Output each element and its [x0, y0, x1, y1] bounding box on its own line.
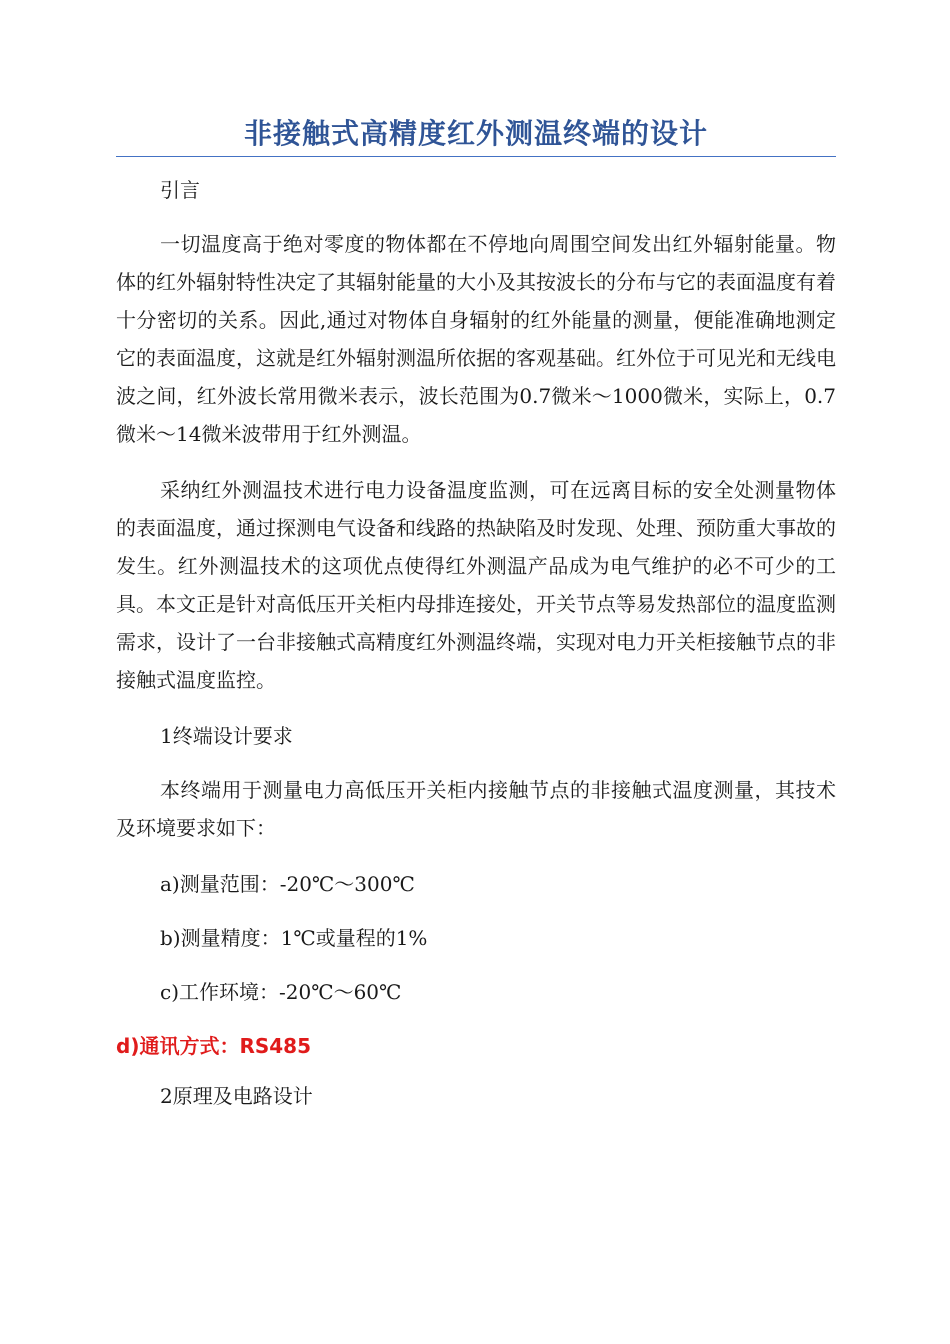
- intro-heading: 引言: [160, 178, 200, 202]
- section-2-heading: 2原理及电路设计: [160, 1084, 313, 1108]
- section-1-paragraph: 本终端用于测量电力高低压开关柜内接触节点的非接触式温度测量，其技术及环境要求如下：: [116, 778, 836, 840]
- requirement-item-c: c)工作环境：-20℃～60℃: [160, 980, 402, 1004]
- title-underline: [116, 156, 836, 157]
- document-page: [116, 112, 836, 1131]
- paragraph-intro-2: 采纳红外测温技术进行电力设备温度监测，可在远离目标的安全处测量物体的表面温度，通过探测电气设备和线路的热缺陷及时发现、处理、预防重大事故的发生。红外测温技术的这项优点使得红外测温产品成为电气维护的必不可少的工具。本文正是针对高低压开关柜内母排连接处，开关节点等易发热部位的温度监测需求，设计了一台非接触式高精度红外测温终端，实现对电力开关柜接触节点的非接触式温度监控。: [116, 478, 836, 692]
- requirement-item-a: a)测量范围：-20℃～300℃: [160, 872, 415, 896]
- section-1-heading: 1终端设计要求: [160, 724, 293, 748]
- requirement-item-d: d)通讯方式：RS485: [116, 1034, 312, 1058]
- paragraph-intro-1: 一切温度高于绝对零度的物体都在不停地向周围空间发出红外辐射能量。物体的红外辐射特性决定了其辐射能量的大小及其按波长的分布与它的表面温度有着十分密切的关系。因此,通过对物体自身辐射的红外能量的测量，便能准确地测定它的表面温度，这就是红外辐射测温所依据的客观基础。红外位于可见光和无线电波之间，红外波长常用微米表示，波长范围为0.7微米～1000微米，实际上，0.7微米～14微米波带用于红外测温。: [116, 232, 836, 446]
- document-title: 非接触式高精度红外测温终端的设计: [243, 117, 708, 150]
- requirement-item-b: b)测量精度：1℃或量程的1%: [160, 926, 428, 950]
